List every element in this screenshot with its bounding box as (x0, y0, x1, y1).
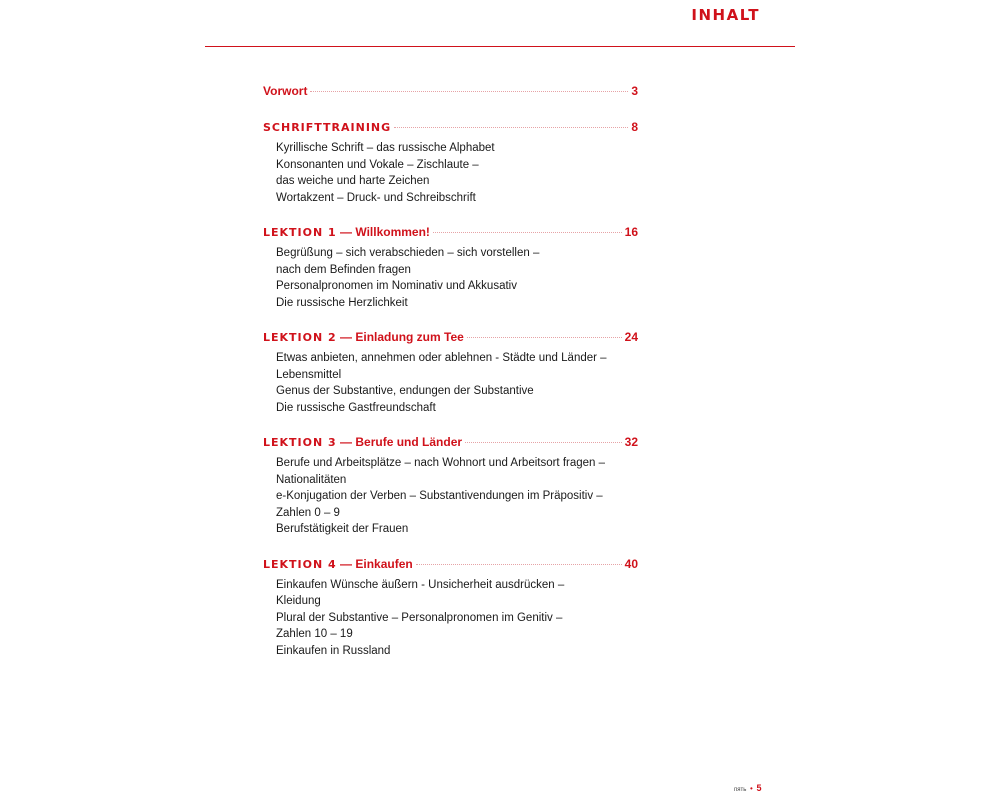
toc-entry-title-caps: LEKTION 3 (263, 436, 337, 449)
toc-entry-description (276, 245, 638, 311)
toc-page-number: 40 (624, 556, 638, 571)
page-footer (734, 783, 762, 793)
toc-line: Kleidung (276, 595, 321, 607)
toc-entry-lektion-3[interactable] (263, 433, 638, 538)
table-of-contents (263, 82, 638, 659)
toc-line: Begrüßung – sich verabschieden – sich vorstellen – (276, 247, 540, 259)
dot-leader (467, 337, 622, 338)
toc-page-number: 3 (631, 84, 638, 98)
toc-entry-title-rest: — Berufe und Länder (336, 435, 463, 449)
toc-entry-title (263, 555, 413, 574)
toc-line: Personalpronomen im Nominativ und Akkusativ (276, 280, 517, 292)
toc-line: Berufstätigkeit der Frauen (276, 523, 409, 535)
toc-entry-title-caps: LEKTION 1 (263, 226, 337, 239)
toc-entry-title (263, 223, 430, 242)
toc-line: Einkaufen Wünsche äußern - Unsicherheit ausdrücken – (276, 578, 565, 591)
toc-line: Nationalitäten (276, 473, 347, 486)
toc-line: Zahlen 0 – 9 (276, 506, 340, 519)
toc-entry-lektion-4[interactable] (263, 555, 638, 660)
toc-line: Genus der Substantive, endungen der Substantive (276, 385, 534, 397)
toc-page-number: 24 (624, 330, 638, 344)
header-rule (205, 46, 795, 47)
dot-leader (310, 91, 628, 92)
toc-entry-title-rest: — Einladung zum Tee (336, 330, 464, 344)
page-title: INHALT (691, 6, 760, 24)
toc-entry-lektion-2[interactable] (263, 328, 638, 416)
toc-entry-title-caps: SCHRIFTTRAINING (263, 121, 392, 134)
toc-entry-title (263, 328, 464, 347)
toc-line: Zahlen 10 – 19 (276, 628, 353, 640)
toc-page-number: 32 (624, 435, 638, 449)
toc-line: Einkaufen in Russland (276, 644, 391, 657)
toc-entry-description (276, 455, 638, 538)
toc-line: Plural der Substantive – Personalpronomen im Genitiv – (276, 611, 563, 624)
toc-entry-title-caps: LEKTION 2 (263, 331, 337, 344)
toc-entry-title-rest: — Einkaufen (336, 556, 413, 571)
dot-leader (394, 127, 628, 128)
toc-line: Konsonanten und Vokale – Zischlaute – (276, 158, 479, 171)
toc-page-number: 8 (631, 120, 638, 134)
toc-entry-schrifttraining[interactable] (263, 118, 638, 206)
dot-leader (465, 442, 622, 443)
toc-page-number: 16 (624, 225, 638, 239)
toc-entry-description (276, 350, 638, 416)
toc-line: Etwas anbieten, annehmen oder ablehnen - Städte und Länder – (276, 352, 607, 364)
toc-entry-description (276, 577, 638, 660)
toc-entry-title-caps: LEKTION 4 (263, 557, 337, 571)
toc-entry-title: Vorwort (263, 84, 308, 98)
toc-line: nach dem Befinden fragen (276, 263, 411, 276)
toc-entry-title (263, 433, 462, 452)
footer-page-number: 5 (756, 783, 762, 793)
dot-leader (416, 564, 622, 565)
toc-entry-vorwort[interactable] (263, 82, 638, 100)
toc-entry-description (276, 140, 638, 206)
toc-entry-title-rest: — Willkommen! (336, 225, 430, 239)
toc-line: Wortakzent – Druck- und Schreibschrift (276, 191, 476, 204)
toc-line: Berufe und Arbeitsplätze – nach Wohnort und Arbeitsort fragen – (276, 457, 606, 469)
toc-entry-title (263, 118, 391, 137)
toc-line: das weiche und harte Zeichen (276, 175, 430, 187)
toc-entry-lektion-1[interactable] (263, 223, 638, 311)
toc-line: Lebensmittel (276, 368, 342, 381)
toc-line: Kyrillische Schrift – das russische Alphabet (276, 142, 495, 154)
toc-line: Die russische Herzlichkeit (276, 296, 408, 309)
footer-page-word: пять (734, 787, 747, 793)
toc-line: e-Konjugation der Verben – Substantivendungen im Präpositiv – (276, 490, 603, 502)
toc-line: Die russische Gastfreundschaft (276, 401, 436, 414)
footer-separator: • (750, 784, 753, 793)
dot-leader (433, 232, 622, 233)
